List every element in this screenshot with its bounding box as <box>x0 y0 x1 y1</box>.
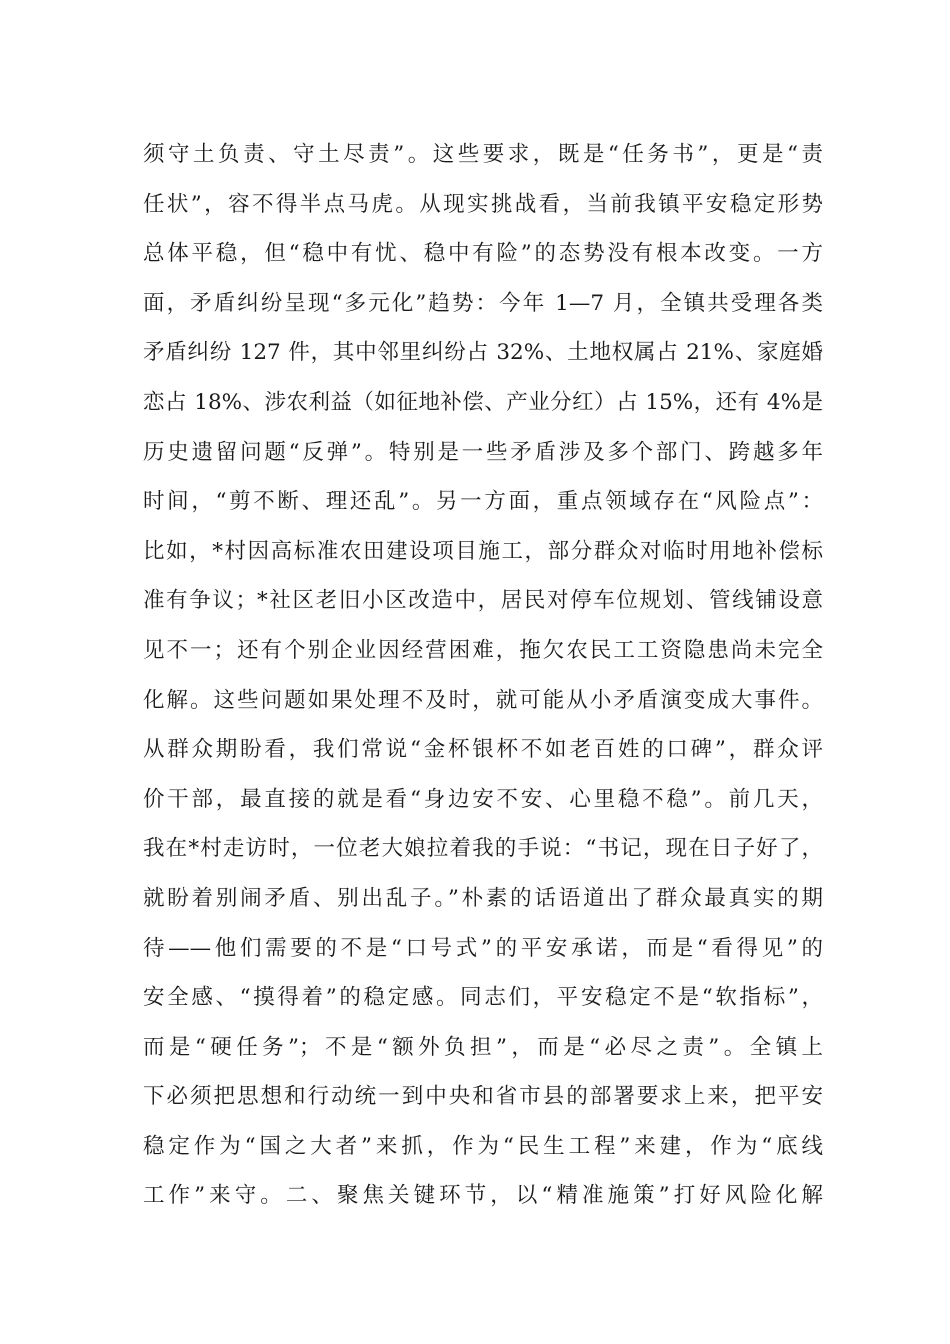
text-line: 就盼着别闹矛盾、别出乱子。”朴素的话语道出了群众最真实的期 <box>143 885 823 911</box>
text-line: 见不一；还有个别企业因经营困难，拖欠农民工工资隐患尚未完全 <box>143 637 823 663</box>
text-line: 准有争议；*社区老旧小区改造中，居民对停车位规划、管线铺设意 <box>143 588 823 614</box>
text-line: 比如，*村因高标准农田建设项目施工，部分群众对临时用地补偿标 <box>143 538 823 564</box>
text-line: 待——他们需要的不是“口号式”的平安承诺，而是“看得见”的 <box>143 935 823 961</box>
text-line: 总体平稳，但“稳中有忧、稳中有险”的态势没有根本改变。一方 <box>143 241 823 267</box>
text-line: 安全感、“摸得着”的稳定感。同志们，平安稳定不是“软指标”， <box>143 985 823 1011</box>
text-line: 稳定作为“国之大者”来抓，作为“民生工程”来建，作为“底线 <box>143 1133 823 1159</box>
text-line: 任状”，容不得半点马虎。从现实挑战看，当前我镇平安稳定形势 <box>143 191 823 217</box>
text-line: 面，矛盾纠纷呈现“多元化”趋势：今年 1—7 月，全镇共受理各类 <box>143 290 823 316</box>
text-line: 历史遗留问题“反弹”。特别是一些矛盾涉及多个部门、跨越多年 <box>143 439 823 465</box>
text-line: 须守土负责、守土尽责”。这些要求，既是“任务书”，更是“责 <box>143 142 823 167</box>
text-line: 时间，“剪不断、理还乱”。另一方面，重点领域存在“风险点”： <box>143 489 823 515</box>
text-line: 而是“硬任务”；不是“额外负担”，而是“必尽之责”。全镇上 <box>143 1034 823 1060</box>
text-line: 工作”来守。二、聚焦关键环节，以“精准施策”打好风险化解 <box>143 1183 823 1209</box>
text-line: 价干部，最直接的就是看“身边安不安、心里稳不稳”。前几天， <box>143 786 823 812</box>
text-line: 下必须把思想和行动统一到中央和省市县的部署要求上来，把平安 <box>143 1084 823 1110</box>
body-paragraph <box>143 130 823 1221</box>
text-line: 化解。这些问题如果处理不及时，就可能从小矛盾演变成大事件。 <box>143 687 823 713</box>
text-line: 我在*村走访时，一位老大娘拉着我的手说：“书记，现在日子好了， <box>143 836 823 862</box>
text-line: 从群众期盼看，我们常说“金杯银杯不如老百姓的口碑”，群众评 <box>143 737 823 763</box>
text-line: 恋占 18%、涉农利益（如征地补偿、产业分红）占 15%，还有 4%是 <box>143 389 823 415</box>
text-line: 矛盾纠纷 127 件，其中邻里纠纷占 32%、土地权属占 21%、家庭婚 <box>143 340 823 366</box>
